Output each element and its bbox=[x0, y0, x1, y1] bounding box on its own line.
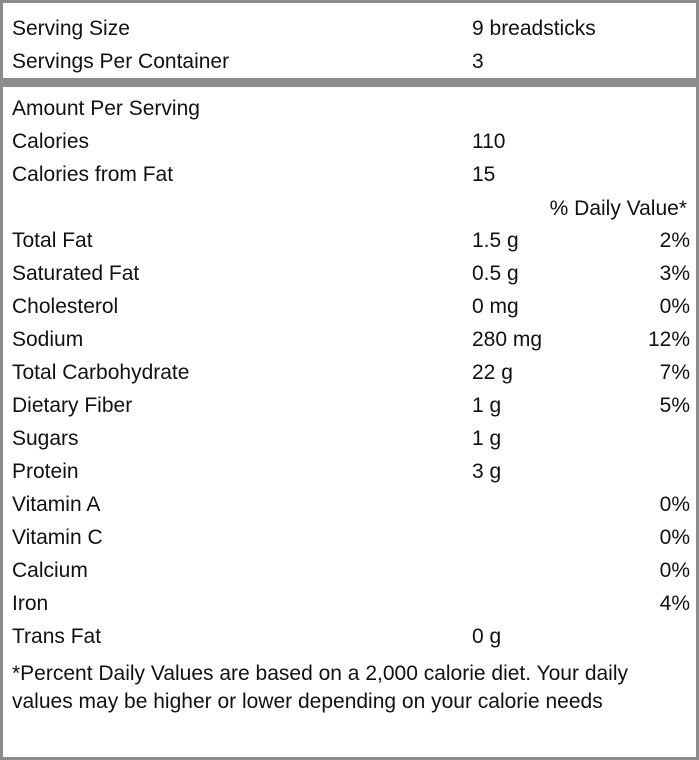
nutrient-daily-value: 4% bbox=[659, 592, 690, 615]
nutrient-amount: 22 g bbox=[472, 361, 513, 384]
nutrient-daily-value: 5% bbox=[659, 394, 690, 417]
nutrient-daily-value: 0% bbox=[659, 295, 690, 318]
nutrient-name: Vitamin C bbox=[12, 526, 103, 549]
nutrient-daily-value: 0% bbox=[659, 493, 690, 516]
serving-size-value: 9 breadsticks bbox=[472, 17, 596, 40]
nutrient-amount: 1 g bbox=[472, 394, 502, 417]
nutrient-daily-value: 0% bbox=[659, 526, 690, 549]
nutrient-amount: 3 g bbox=[472, 460, 502, 483]
serving-size-label: Serving Size bbox=[12, 17, 130, 40]
calories-value: 110 bbox=[472, 130, 506, 153]
nutrient-name: Vitamin A bbox=[12, 493, 101, 516]
nutrient-daily-value: 0% bbox=[659, 559, 690, 582]
nutrient-name: Iron bbox=[12, 592, 49, 615]
nutrient-name: Dietary Fiber bbox=[12, 394, 133, 417]
nutrient-amount: 0 g bbox=[472, 625, 502, 648]
nutrient-row bbox=[12, 389, 690, 422]
nutrient-daily-value: 2% bbox=[659, 229, 690, 252]
amount-per-serving-row bbox=[12, 92, 690, 125]
calories-from-fat-label: Calories from Fat bbox=[12, 163, 174, 186]
nutrient-daily-value: 3% bbox=[659, 262, 690, 285]
nutrient-amount: 280 mg bbox=[472, 328, 543, 351]
nutrient-row bbox=[12, 620, 690, 653]
servings-per-container-value: 3 bbox=[472, 50, 484, 73]
serving-size-row bbox=[12, 12, 690, 45]
daily-value-header: % Daily Value* bbox=[549, 197, 687, 220]
nutrient-row bbox=[12, 257, 690, 290]
nutrient-row bbox=[12, 224, 690, 257]
nutrient-amount: 0 mg bbox=[472, 295, 519, 318]
nutrient-row bbox=[12, 554, 690, 587]
nutrient-amount: 0.5 g bbox=[472, 262, 519, 285]
calories-label: Calories bbox=[12, 130, 90, 153]
nutrient-name: Total Fat bbox=[12, 229, 93, 252]
nutrient-name: Sodium bbox=[12, 328, 84, 351]
nutrient-row bbox=[12, 290, 690, 323]
section-divider bbox=[3, 78, 696, 87]
nutrient-name: Trans Fat bbox=[12, 625, 102, 648]
nutrient-row bbox=[12, 323, 690, 356]
nutrient-name: Calcium bbox=[12, 559, 88, 582]
nutrient-row bbox=[12, 356, 690, 389]
nutrient-amount: 1 g bbox=[472, 427, 502, 450]
servings-per-container-label: Servings Per Container bbox=[12, 50, 230, 73]
nutrient-row bbox=[12, 521, 690, 554]
nutrient-name: Cholesterol bbox=[12, 295, 119, 318]
nutrient-name: Sugars bbox=[12, 427, 79, 450]
nutrient-row bbox=[12, 488, 690, 521]
nutrient-daily-value: 7% bbox=[659, 361, 690, 384]
daily-value-footnote: *Percent Daily Values are based on a 2,000 calorie diet. Your daily values may be higher or lower depending on your calorie needs bbox=[12, 662, 629, 713]
nutrient-name: Protein bbox=[12, 460, 79, 483]
nutrient-row bbox=[12, 422, 690, 455]
amount-per-serving-heading: Amount Per Serving bbox=[12, 97, 200, 120]
nutrient-row bbox=[12, 455, 690, 488]
servings-per-container-row bbox=[12, 45, 690, 78]
calories-from-fat-row bbox=[12, 158, 690, 191]
nutrient-daily-value: 12% bbox=[647, 328, 690, 351]
calories-from-fat-value: 15 bbox=[472, 163, 496, 186]
nutrient-name: Saturated Fat bbox=[12, 262, 140, 285]
nutrient-amount: 1.5 g bbox=[472, 229, 519, 252]
calories-row bbox=[12, 125, 690, 158]
nutrient-row bbox=[12, 587, 690, 620]
nutrient-name: Total Carbohydrate bbox=[12, 361, 190, 384]
